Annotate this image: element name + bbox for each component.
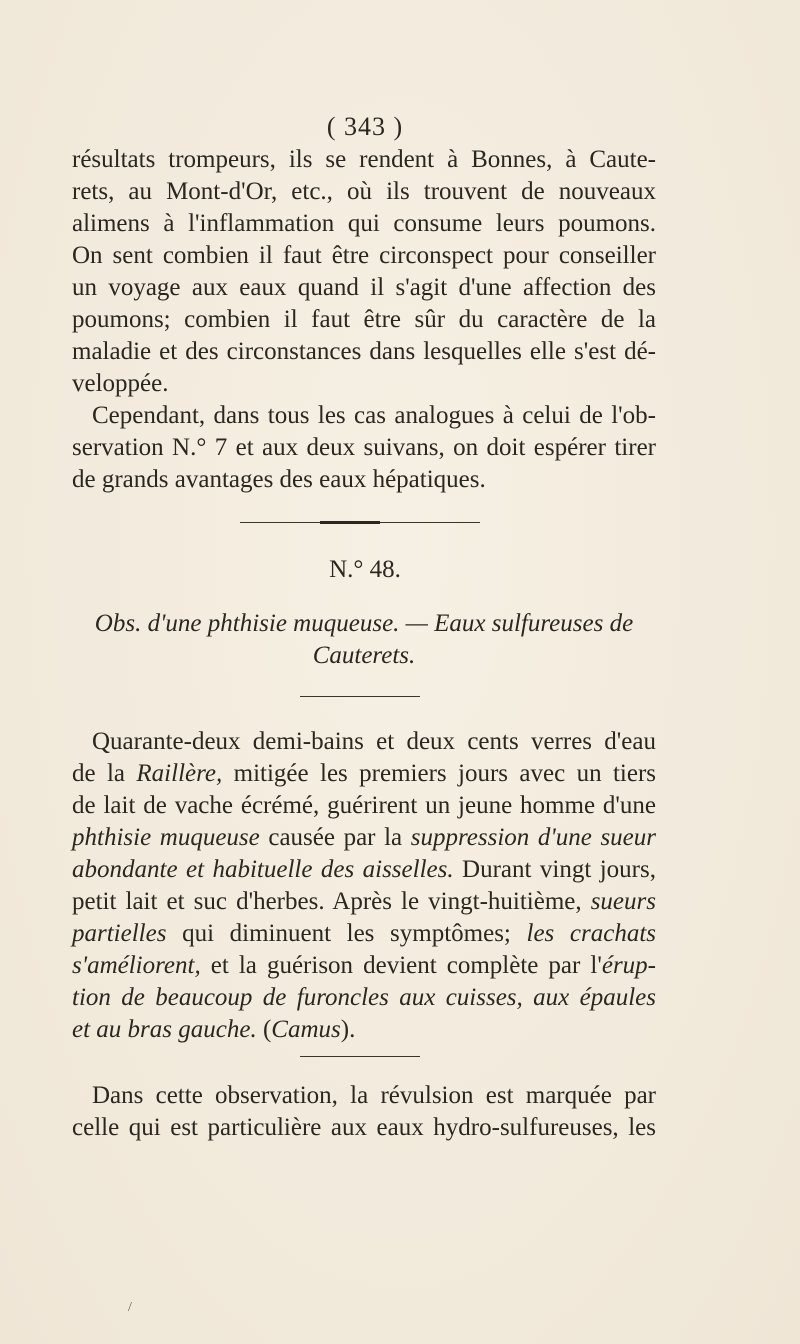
text-line: Quarante-deux demi-bains et deux cents verres d'eau [92, 728, 656, 755]
short-divider [300, 696, 420, 697]
paragraph-3 [72, 726, 656, 1046]
observation-subtitle [72, 608, 656, 672]
text-line: phthisie muqueuse causée par la suppression d'une sueur [72, 824, 657, 851]
observation-number: N.° 48. [329, 556, 401, 583]
paragraph-4 [72, 1080, 656, 1144]
text-line: veloppée. [72, 370, 169, 397]
text-line: rets, au Mont-d'Or, etc., où ils trouvent de nouveaux [72, 178, 656, 205]
text-line: poumons; combien il faut être sûr du caractère de la [72, 306, 656, 333]
observation-heading [0, 556, 730, 584]
text-line: de lait de vache écrémé, guérirent un jeune homme d'une [72, 792, 656, 819]
subtitle-line: Obs. d'une phthisie muqueuse. — Eaux sulfureuses de [94, 610, 634, 637]
subtitle-line: Cauterets. [312, 642, 416, 669]
paragraph-2 [72, 400, 656, 496]
text-line: celle qui est particulière aux eaux hydro-sulfureuses, les [72, 1114, 656, 1141]
page-number: ( 343 ) [326, 112, 404, 141]
text-line: de la Raillère, mitigée les premiers jours avec un tiers [72, 760, 656, 787]
text-line: maladie et des circonstances dans lesquelles elle s'est dé- [72, 338, 656, 365]
text-line: et au bras gauche. (Camus). [72, 1016, 356, 1043]
paragraph-1 [72, 144, 656, 400]
text-line: On sent combien il faut être circonspect pour conseiller [72, 242, 656, 269]
text-line: petit lait et suc d'herbes. Après le vingt-huitième, sueurs [72, 888, 656, 915]
text-line: de grands avantages des eaux hépatiques. [72, 466, 486, 493]
text-line: Dans cette observation, la révulsion est marquée par [92, 1082, 656, 1109]
margin-mark: / [128, 1300, 132, 1315]
text-line: alimens à l'inflammation qui consume leurs poumons. [72, 210, 656, 237]
text-line: s'améliorent, et la guérison devient complète par l'érup- [72, 952, 656, 979]
text-line: tion de beaucoup de furoncles aux cuisses, aux épaules [72, 984, 656, 1011]
text-line: abondante et habituelle des aisselles. Durant vingt jours, [72, 856, 656, 883]
text-line: un voyage aux eaux quand il s'agit d'une affection des [72, 274, 656, 301]
text-line: résultats trompeurs, ils se rendent à Bonnes, à Caute- [72, 146, 656, 173]
text-line: servation N.° 7 et aux deux suivans, on doit espérer tirer [72, 434, 656, 461]
text-line: Cependant, dans tous les cas analogues à celui de l'ob- [92, 402, 656, 429]
short-divider [300, 1056, 420, 1057]
text-line: partielles qui diminuent les symptômes; les crachats [72, 920, 656, 947]
section-divider [240, 522, 480, 523]
